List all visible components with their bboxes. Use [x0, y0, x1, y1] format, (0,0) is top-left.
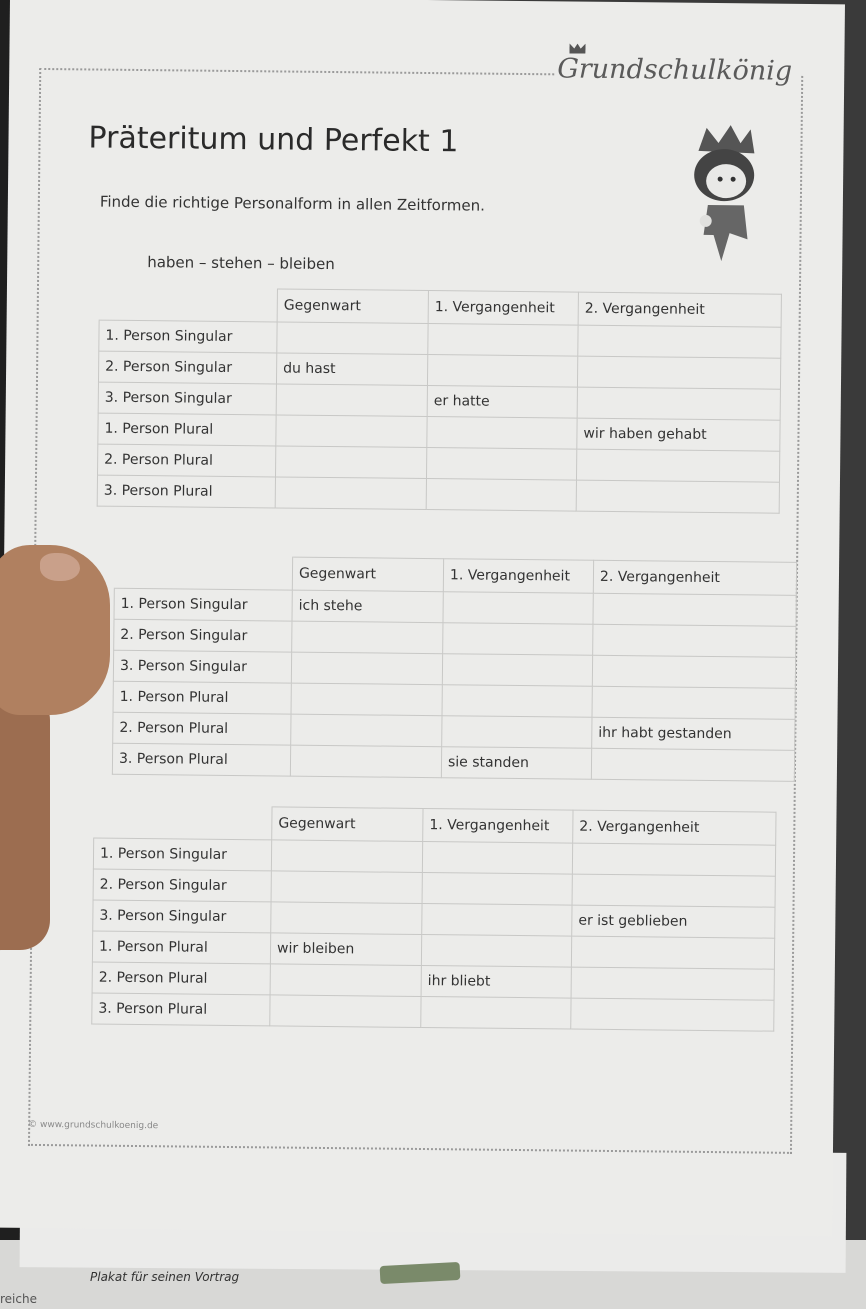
answer-cell[interactable]	[571, 998, 774, 1031]
answer-cell[interactable]: wir bleiben	[270, 933, 421, 966]
person-label: 2. Person Singular	[93, 869, 271, 902]
person-label: 2. Person Singular	[98, 351, 276, 384]
person-label: 1. Person Singular	[114, 588, 292, 621]
answer-cell[interactable]	[427, 355, 577, 388]
answer-cell[interactable]	[291, 683, 442, 716]
answer-cell[interactable]	[571, 967, 774, 1000]
answer-cell[interactable]	[591, 748, 794, 781]
answer-cell[interactable]	[422, 872, 572, 905]
column-header: 2. Vergangenheit	[573, 810, 776, 845]
king-figure-icon	[677, 123, 768, 264]
answer-cell[interactable]	[270, 964, 421, 997]
verb-list: haben – stehen – bleiben	[147, 253, 335, 274]
answer-cell[interactable]	[577, 356, 780, 389]
answer-cell[interactable]	[577, 387, 780, 420]
answer-cell[interactable]	[276, 384, 427, 417]
column-header: Gegenwart	[292, 557, 443, 592]
answer-cell[interactable]	[291, 714, 442, 747]
table-row	[112, 743, 794, 781]
person-label: 3. Person Plural	[112, 743, 290, 776]
underlying-sheet-text-2: reiche	[0, 1292, 37, 1306]
person-label: 1. Person Plural	[92, 931, 270, 964]
column-header: 1. Vergangenheit	[423, 808, 573, 843]
person-label: 3. Person Plural	[97, 475, 275, 508]
crown-icon	[569, 43, 585, 53]
table-corner	[114, 555, 292, 590]
answer-cell[interactable]	[576, 449, 779, 482]
column-header: Gegenwart	[277, 289, 428, 324]
answer-cell[interactable]	[421, 996, 571, 1029]
person-label: 3. Person Singular	[98, 382, 276, 415]
answer-cell[interactable]	[271, 840, 422, 873]
person-label: 2. Person Plural	[113, 712, 291, 745]
answer-cell[interactable]	[422, 903, 572, 936]
brand-logo: Grundschulkönig	[557, 53, 793, 87]
person-label: 1. Person Singular	[93, 838, 271, 871]
conjugation-table-1	[97, 287, 782, 514]
answer-cell[interactable]	[290, 745, 441, 778]
page-title: Präteritum und Perfekt 1	[88, 120, 459, 160]
answer-cell[interactable]	[442, 716, 592, 749]
answer-cell[interactable]	[275, 477, 426, 510]
answer-cell[interactable]	[271, 871, 422, 904]
answer-cell[interactable]: ihr habt gestanden	[592, 717, 795, 750]
answer-cell[interactable]	[422, 841, 572, 874]
column-header: Gegenwart	[272, 807, 423, 842]
person-label: 3. Person Singular	[113, 650, 291, 683]
person-label: 1. Person Singular	[99, 320, 277, 353]
answer-cell[interactable]: er hatte	[427, 386, 577, 419]
person-label: 3. Person Plural	[92, 993, 270, 1026]
answer-cell[interactable]	[442, 685, 592, 718]
answer-cell[interactable]	[593, 593, 796, 626]
answer-cell[interactable]	[271, 902, 422, 935]
table-row	[97, 475, 779, 513]
column-header: 2. Vergangenheit	[593, 560, 796, 595]
answer-cell[interactable]: er ist geblieben	[572, 905, 775, 938]
answer-cell[interactable]	[292, 621, 443, 654]
instruction-text: Finde die richtige Personalform in allen Zeitformen.	[99, 192, 486, 215]
answer-cell[interactable]	[275, 446, 426, 479]
answer-cell[interactable]	[443, 592, 593, 625]
table-corner	[94, 805, 272, 840]
copyright-footer: © www.grundschulkoenig.de	[28, 1119, 159, 1132]
answer-cell[interactable]	[443, 623, 593, 656]
answer-cell[interactable]	[442, 654, 592, 687]
answer-cell[interactable]	[592, 686, 795, 719]
answer-cell[interactable]: ich stehe	[292, 590, 443, 623]
answer-cell[interactable]	[572, 843, 775, 876]
answer-cell[interactable]	[576, 480, 779, 513]
answer-cell[interactable]	[427, 417, 577, 450]
answer-cell[interactable]	[593, 624, 796, 657]
table-corner	[99, 287, 277, 322]
answer-cell[interactable]	[428, 324, 578, 357]
person-label: 2. Person Plural	[98, 444, 276, 477]
column-header: 1. Vergangenheit	[443, 559, 593, 594]
person-label: 2. Person Plural	[92, 962, 270, 995]
answer-cell[interactable]	[276, 415, 427, 448]
answer-cell[interactable]	[277, 322, 428, 355]
person-label: 2. Person Singular	[114, 619, 292, 652]
column-header: 2. Vergangenheit	[578, 292, 781, 327]
answer-cell[interactable]: wir haben gehabt	[577, 418, 780, 451]
answer-cell[interactable]	[270, 995, 421, 1028]
answer-cell[interactable]	[291, 652, 442, 685]
answer-cell[interactable]: du hast	[276, 353, 427, 386]
answer-cell[interactable]: sie standen	[441, 747, 591, 780]
person-label: 1. Person Plural	[113, 681, 291, 714]
answer-cell[interactable]	[578, 325, 781, 358]
answer-cell[interactable]	[426, 479, 576, 512]
table-row	[92, 993, 774, 1031]
answer-cell[interactable]	[426, 448, 576, 481]
person-label: 1. Person Plural	[98, 413, 276, 446]
hand-palm	[0, 690, 50, 950]
answer-cell[interactable]: ihr bliebt	[421, 965, 571, 998]
person-label: 3. Person Singular	[93, 900, 271, 933]
column-header: 1. Vergangenheit	[428, 291, 578, 326]
thumb-nail	[40, 553, 80, 581]
answer-cell[interactable]	[572, 874, 775, 907]
answer-cell[interactable]	[571, 936, 774, 969]
underlying-sheet-text: Plakat für seinen Vortrag	[90, 1270, 240, 1284]
conjugation-table-2	[112, 555, 797, 782]
answer-cell[interactable]	[592, 655, 795, 688]
answer-cell[interactable]	[421, 934, 571, 967]
conjugation-table-3	[91, 805, 776, 1032]
